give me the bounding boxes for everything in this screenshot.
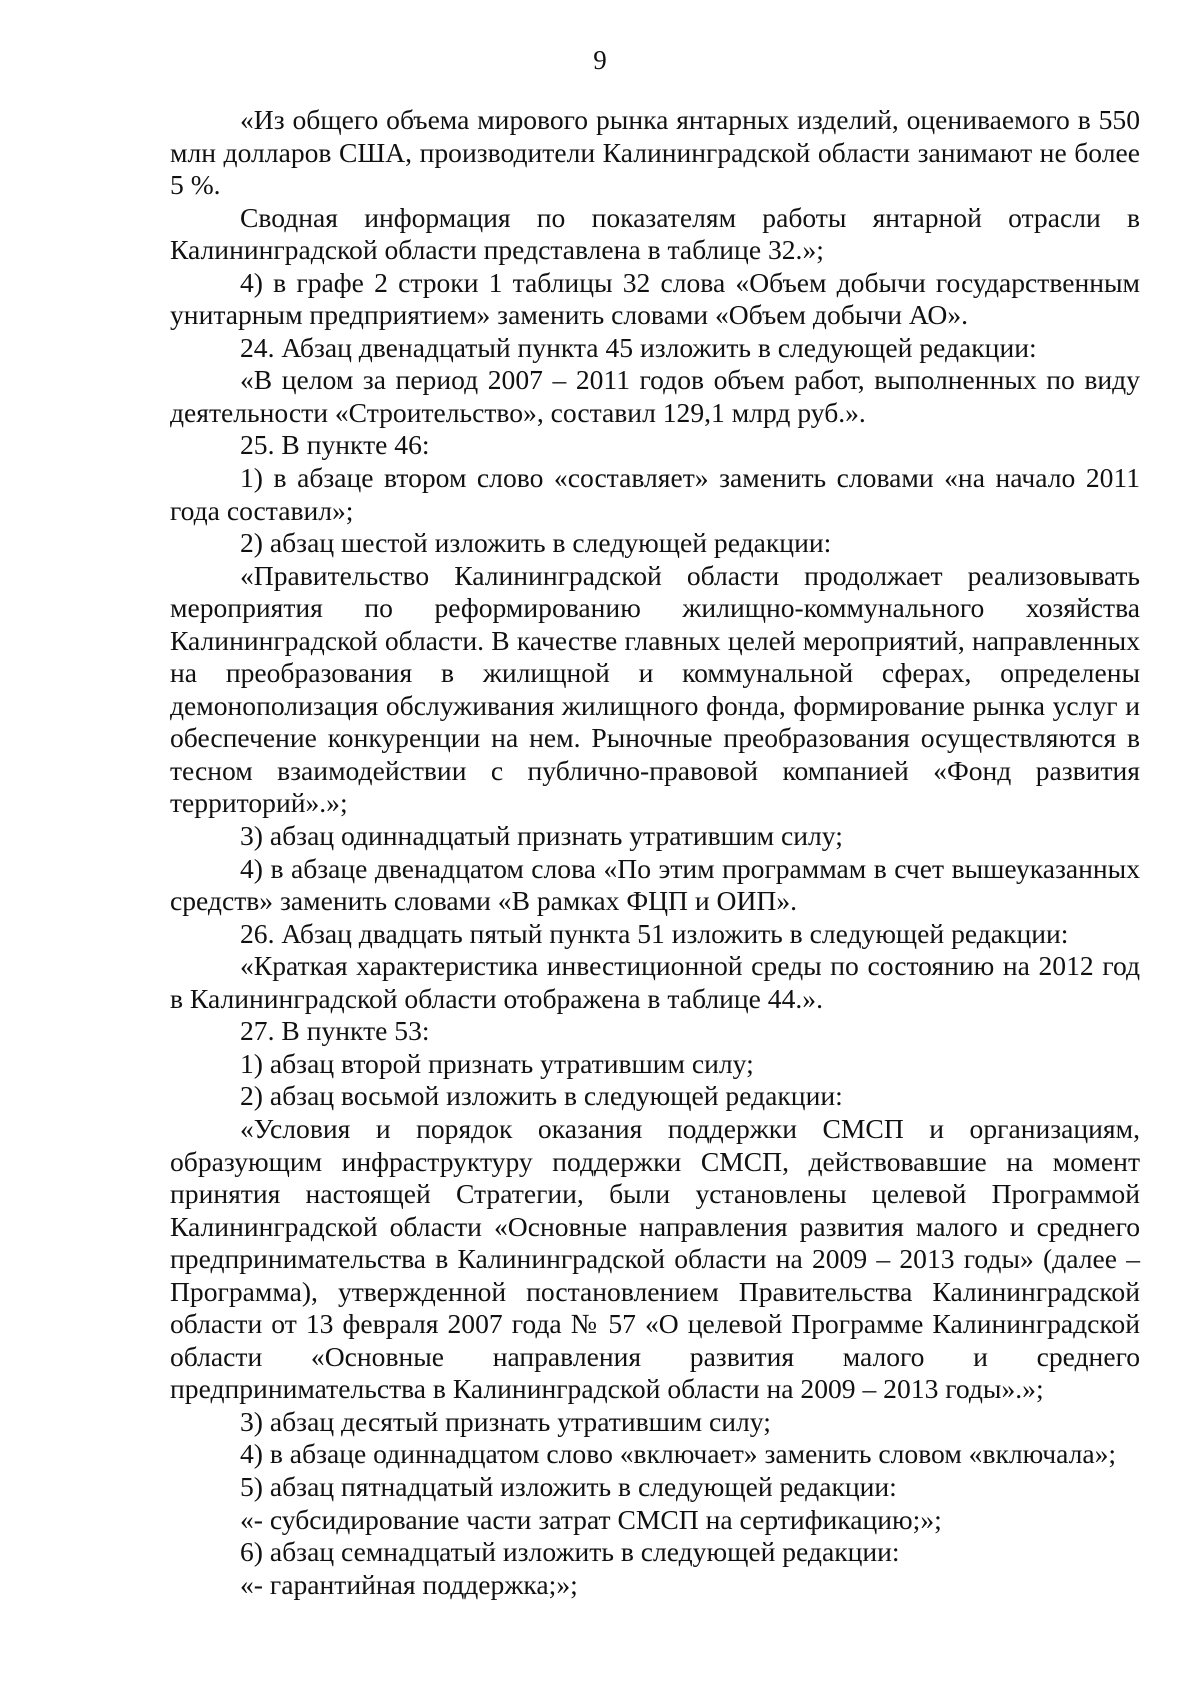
- paragraph: Сводная информация по показателям работы янтарной отрасли в Калининградской области представлена в таблице 32.»;: [170, 201, 1140, 266]
- paragraph: «Краткая характеристика инвестиционной среды по состоянию на 2012 год в Калининградской области отображена в таблице 44.».: [170, 950, 1140, 1014]
- paragraph: 4) в абзаце двенадцатом слова «По этим программам в счет вышеуказанных средств» заменить словами «В рамках ФЦП и ОИП».: [170, 852, 1140, 917]
- paragraph: «Правительство Калининградской области продолжает реализовывать мероприятия по реформированию жилищно-коммунального хозяйства Калининградской области. В качестве главных целей мероприятий, направленных на преобразования в жилищной и коммунальной сферах, определены демонополизация обслуживания жилищного фонда, формирование рынка услуг и обеспечение конкуренции на нем. Рыночные преобразования осуществляются в тесном взаимодействии с публично-правовой компанией «Фонд развития территорий».»;: [170, 559, 1140, 819]
- paragraph: 2) абзац восьмой изложить в следующей редакции:: [240, 1080, 843, 1112]
- paragraph: 3) абзац одиннадцатый признать утратившим силу;: [240, 820, 843, 852]
- paragraph: 27. В пункте 53:: [240, 1015, 430, 1047]
- paragraph: 5) абзац пятнадцатый изложить в следующей редакции:: [240, 1470, 897, 1502]
- paragraph: «- субсидирование части затрат СМСП на сертификацию;»;: [240, 1503, 942, 1535]
- paragraph: «В целом за период 2007 – 2011 годов объем работ, выполненных по виду деятельности «Строительство», составил 129,1 млрд руб.».: [170, 364, 1140, 428]
- paragraph: 25. В пункте 46:: [240, 429, 430, 461]
- paragraph: 2) абзац шестой изложить в следующей редакции:: [240, 527, 832, 559]
- paragraph: 1) абзац второй признать утратившим силу;: [240, 1047, 754, 1079]
- paragraph: «Из общего объема мирового рынка янтарных изделий, оцениваемого в 550 млн долларов США, производители Калининградской области занимают не более 5 %.: [170, 104, 1140, 201]
- paragraph: «Условия и порядок оказания поддержки СМСП и организациям, образующим инфраструктуру поддержки СМСП, действовавшие на момент принятия настоящей Стратегии, были установлены целевой Программой Калининградской области «Основные направления развития малого и среднего предпринимательства в Калининградской области на 2009 – 2013 годы» (далее – Программа), утвержденной постановлением Правительства Калининградской области от 13 февраля 2007 года № 57 «О целевой Программе Калининградской области «Основные направления развития малого и среднего предпринимательства в Калининградской области на 2009 – 2013 годы».»;: [170, 1112, 1140, 1405]
- paragraph: 1) в абзаце втором слово «составляет» заменить словами «на начало 2011 года составил»;: [170, 462, 1140, 526]
- page-number: 9: [593, 45, 607, 75]
- document-body: [170, 104, 1140, 1601]
- paragraph: 3) абзац десятый признать утратившим силу;: [240, 1405, 771, 1437]
- paragraph: «- гарантийная поддержка;»;: [240, 1568, 578, 1600]
- paragraph: 4) в графе 2 строки 1 таблицы 32 слова «Объем добычи государственным унитарным предприятием» заменить словами «Объем добычи АО».: [170, 266, 1140, 331]
- paragraph: 6) абзац семнадцатый изложить в следующей редакции:: [240, 1536, 900, 1568]
- paragraph: 4) в абзаце одиннадцатом слово «включает» заменить словом «включала»;: [240, 1438, 1117, 1470]
- paragraph: 26. Абзац двадцать пятый пункта 51 изложить в следующей редакции:: [240, 917, 1069, 949]
- paragraph: 24. Абзац двенадцатый пункта 45 изложить в следующей редакции:: [240, 331, 1037, 363]
